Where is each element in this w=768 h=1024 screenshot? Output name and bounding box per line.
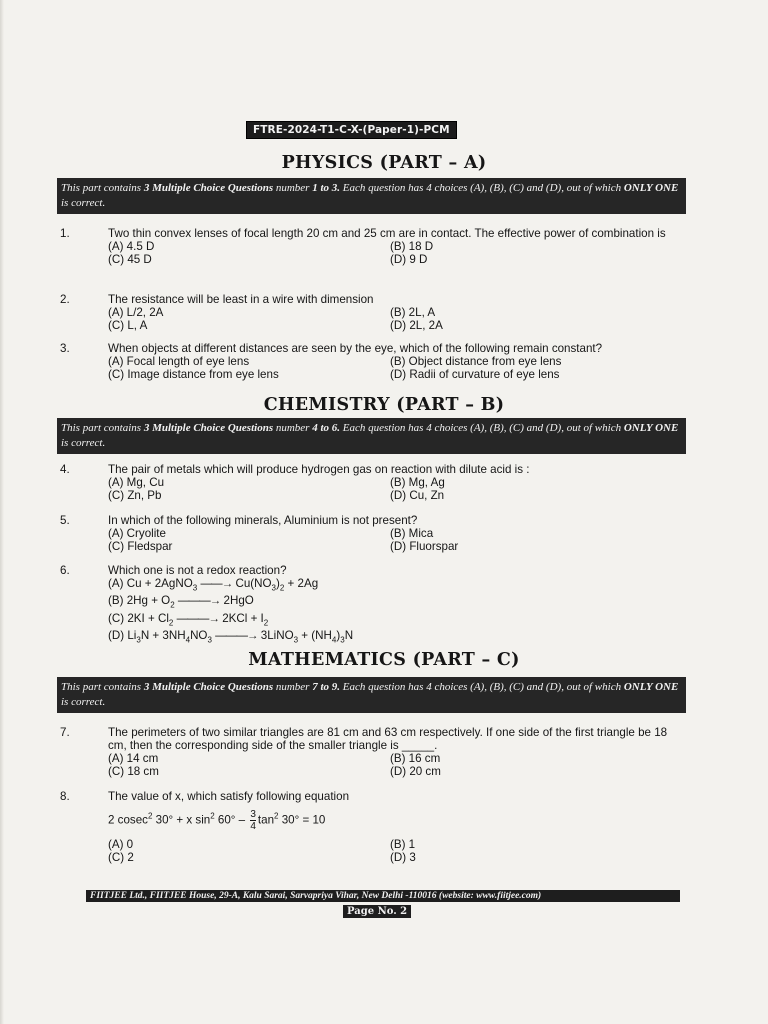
option-a: (A) Focal length of eye lens [108,355,250,368]
fraction: $\frac{3}{4}$ [250,809,256,832]
option-a: (A) L/2, 2A [108,306,164,319]
reaction-arrow-icon: ———→ [215,628,258,642]
question-text: The value of x, which satisfy following equation [108,790,350,803]
question-text: Two thin convex lenses of focal length 20 cm and 25 cm are in contact. The effective power of combination is [108,227,666,240]
option-c: (C) Fledspar [108,540,173,553]
option-b: (B) 18 D [390,240,434,253]
question-number: 5. [60,514,70,527]
option-c: (C) Zn, Pb [108,489,162,502]
option-d: (D) Cu, Zn [390,489,445,502]
question-text: The resistance will be least in a wire with dimension [108,293,374,306]
question-number: 2. [60,293,70,306]
option-b: (B) 2L, A [390,306,436,319]
question-3 [60,342,686,381]
option-c: (C) 2 [108,851,134,864]
option-d: (D) 2L, 2A [390,319,443,332]
reaction-arrow-icon: ——→ [200,577,233,590]
reaction-arrow-icon: ———→ [177,594,221,608]
option-b: (B) Mica [390,527,434,540]
question-number: 8. [60,790,70,803]
question-text: The perimeters of two similar triangles are 81 cm and 63 cm respectively. If one side of the first triangle be 18 cm, then the corresponding side of the smaller triangle is _____. [108,726,668,752]
option-d: (D) Radii of curvature of eye lens [390,368,560,381]
question-text: When objects at different distances are seen by the eye, which of the following remain constant? [108,342,603,355]
option-c: (C) 45 D [108,253,152,266]
physics-instructions: This part contains 3 Multiple Choice Questions number 1 to 3. Each question has 4 choices (A), (B), (C) and (D), out of which ONLY ONE is correct. [57,178,686,214]
option-b: (B) Mg, Ag [390,476,445,489]
chemistry-instructions: This part contains 3 Multiple Choice Questions number 4 to 6. Each question has 4 choices (A), (B), (C) and (D), out of which ONLY ONE is correct. [57,418,686,454]
footer-address: FIITJEE Ltd., FIITJEE House, 29-A, Kalu Sarai, Sarvapriya Vihar, New Delhi -110016 (website: www.fiitjee.com) [86,890,680,902]
option-c: (C) $2KI + Cl_2$ ———→ $2KCl + I_2$ [108,611,269,627]
question-number: 1. [60,227,70,240]
option-a: (A) Cryolite [108,527,166,540]
option-d: (D) $Li_3N + 3NH_4NO_3$ ———→ 3LiNO$_3$ + $(NH_4)_3N$ [108,628,354,645]
question-6 [60,564,686,646]
option-b: (B) 1 [390,838,416,851]
question-1 [60,227,686,266]
option-b: (B) Object distance from eye lens [390,355,562,368]
question-number: 7. [60,726,70,739]
question-text: In which of the following minerals, Aluminium is not present? [108,514,418,527]
mathematics-instructions: This part contains 3 Multiple Choice Questions number 7 to 9. Each question has 4 choices (A), (B), (C) and (D), out of which ONLY ONE is correct. [57,677,686,713]
physics-title: PHYSICS (PART – A) [281,153,487,173]
option-d: (D) 20 cm [390,765,441,778]
option-a: (A) Mg, Cu [108,476,165,489]
option-a: (A) 4.5 D [108,240,155,253]
question-8 [60,790,686,864]
equation: 2 cosec$^2$ 30° + x $\sin^2 60^\circ$ – $\frac{3}{4}$ $\tan^2 30^\circ = 10$ [108,809,326,832]
option-a: (A) 14 cm [108,752,159,765]
option-b: (B) 16 cm [390,752,441,765]
mathematics-title: MATHEMATICS (PART – C) [248,650,520,670]
option-d: (D) 9 D [390,253,428,266]
chemistry-title: CHEMISTRY (PART – B) [263,395,505,415]
paper-code: FTRE-2024-T1-C-X-(Paper-1)-PCM [246,121,457,139]
question-2 [60,293,686,332]
page-number: Page No. 2 [343,905,411,918]
question-text: The pair of metals which will produce hydrogen gas on reaction with dilute acid is : [108,463,530,476]
question-number: 6. [60,564,70,577]
question-4 [60,463,686,502]
option-c: (C) L, A [108,319,148,332]
question-7 [60,726,686,778]
option-c: (C) 18 cm [108,765,159,778]
question-text: Which one is not a redox reaction? [108,564,287,577]
option-a: (A) Cu + 2AgNO$_3$ ——→ $Cu(NO_3)_2 + 2Ag$ [108,577,319,593]
question-5 [60,514,686,553]
reaction-arrow-icon: ———→ [176,611,219,625]
option-b: (B) $2Hg + O_2$ ———→ 2HgO [108,594,254,610]
question-number: 4. [60,463,70,476]
option-c: (C) Image distance from eye lens [108,368,279,381]
option-a: (A) 0 [108,838,134,851]
option-d: (D) 3 [390,851,416,864]
question-number: 3. [60,342,70,355]
option-d: (D) Fluorspar [390,540,459,553]
